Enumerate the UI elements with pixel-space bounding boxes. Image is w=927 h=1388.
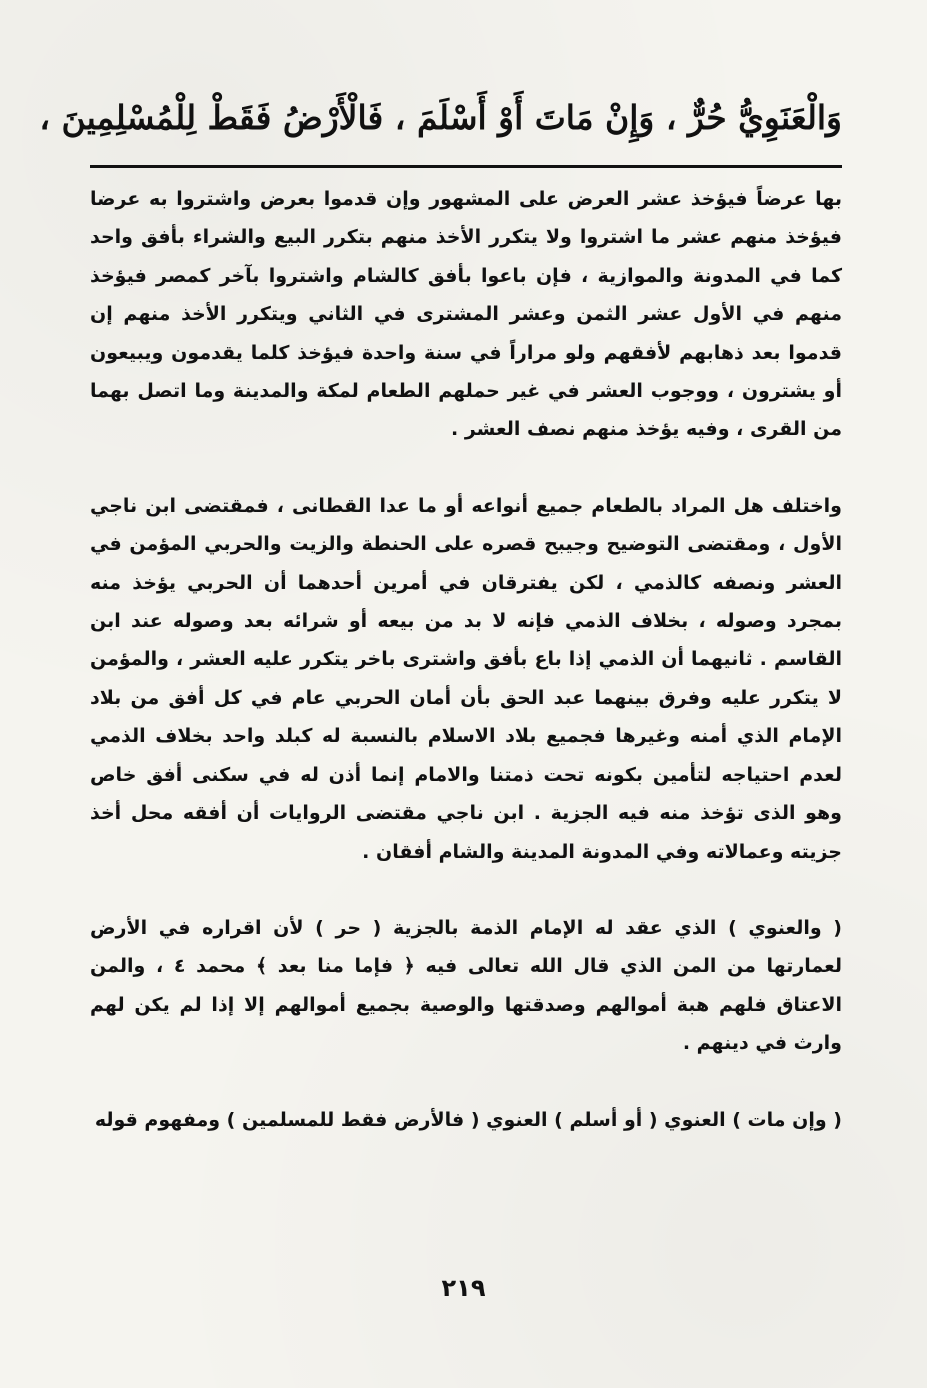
paragraph-4: ( وإن مات ) العنوي ( أو أسلم ) العنوي ( فالأرض فقط للمسلمين ) ومفهوم قوله [94, 1108, 842, 1131]
paragraph-2: واختلف هل المراد بالطعام جميع أنواعه أو ما عدا القطانى ، فمقتضى ابن ناجي الأول ، ومقتضى التوضيح وجيبح قصره على الحنطة والزيت والحربي المؤمن في العشر ونصفه كالذمي ، لكن يفترقان في أمرين أحدهما أن الحربي يؤخذ منه بمجرد وصوله ، بخلاف الذمي فإنه لا بد من بيعه أو شرائه بعد وصوله عند ابن القاسم . ثانيهما أن الذمي إذا باع بأفق واشترى باخر يتكرر عليه العشر ، والمؤمن لا يتكرر عليه وفرق بينهما عبد الحق بأن أمان الحربي عام في كل أفق من بلاد الإمام الذي أمنه وغيرها فجميع بلاد الاسلام بالنسبة له كبلد واحد بخلاف الذمي لعدم احتياجه لتأمين بكونه تحت ذمتنا والامام إنما أذن له في سكنى أفق خاص وهو الذى تؤخذ منه فيه الجزية . ابن ناجي مقتضى الروايات أن أفقه محل أخذ جزيته وعمالاته وفي المدونة المدينة والشام أفقان . [90, 494, 842, 863]
page-header-title: وَالْعَنَوِيُّ حُرٌّ ، وَإِنْ مَاتَ أَوْ أَسْلَمَ ، فَالْأَرْضُ فَقَطْ لِلْمُسْلِمِينَ ، [39, 98, 842, 137]
page-number: ٢١٩ [441, 1274, 486, 1302]
paragraph-1: بها عرضاً فيؤخذ عشر العرض على المشهور وإن قدموا بعرض واشتروا به عرضا فيؤخذ منهم عشر ما اشتروا ولا يتكرر الأخذ منهم بتكرر البيع والشراء بأفق واحد كما في المدونة والموازية ، فإن باعوا بأفق كالشام واشتروا بآخر كمصر فيؤخذ منهم في الأول عشر الثمن وعشر المشترى في الثاني ويتكرر الأخذ منهم إن قدموا بعد ذهابهم لأفقهم ولو مراراً في سنة واحدة فيؤخذ كلما يقدمون ويبيعون أو يشترون ، ووجوب العشر في غير حملهم الطعام لمكة والمدينة وما اتصل بهما من القرى ، وفيه يؤخذ منهم نصف العشر . [90, 188, 842, 441]
header-divider [90, 165, 842, 168]
commentary-body [90, 180, 842, 1139]
paragraph-3: ( والعنوي ) الذي عقد له الإمام الذمة بالجزية ( حر ) لأن اقراره في الأرض لعمارتها من المن الذي قال الله تعالى فيه ﴿ فإما منا بعد ﴾ محمد ٤ ، والمن الاعتاق فلهم هبة أموالهم وصدقتها والوصية بجميع أموالهم إلا إذا لم يكن لهم وارث في دينهم . [90, 916, 843, 1055]
